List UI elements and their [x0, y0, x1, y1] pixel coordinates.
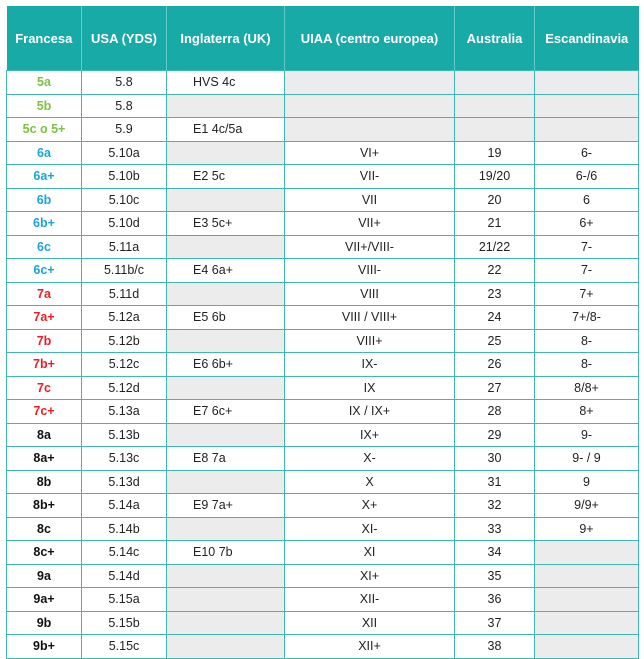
cell-usa: 5.12b	[82, 329, 167, 353]
cell-australia	[455, 118, 535, 142]
table-row	[7, 588, 639, 612]
cell-uk	[167, 141, 285, 165]
cell-uiaa: XII-	[285, 588, 455, 612]
cell-uk	[167, 423, 285, 447]
cell-escandinavia: 6-	[535, 141, 639, 165]
cell-australia: 29	[455, 423, 535, 447]
table-row	[7, 611, 639, 635]
header-uiaa: UIAA (centro europea)	[285, 6, 455, 71]
cell-escandinavia: 7-	[535, 259, 639, 283]
table-row	[7, 329, 639, 353]
cell-francesa: 7c	[7, 376, 82, 400]
cell-usa: 5.12c	[82, 353, 167, 377]
cell-uiaa: XI	[285, 541, 455, 565]
header-row	[7, 6, 639, 71]
cell-usa: 5.15c	[82, 635, 167, 659]
cell-uiaa: IX	[285, 376, 455, 400]
table-row	[7, 141, 639, 165]
cell-uk	[167, 611, 285, 635]
cell-uk	[167, 329, 285, 353]
cell-francesa: 6a	[7, 141, 82, 165]
cell-escandinavia: 8/8+	[535, 376, 639, 400]
cell-francesa: 8b+	[7, 494, 82, 518]
table-row	[7, 423, 639, 447]
table-row	[7, 635, 639, 659]
cell-francesa: 6a+	[7, 165, 82, 189]
cell-escandinavia: 9-	[535, 423, 639, 447]
cell-escandinavia	[535, 94, 639, 118]
cell-escandinavia: 9+	[535, 517, 639, 541]
grades-table-container	[6, 6, 638, 659]
cell-australia: 23	[455, 282, 535, 306]
cell-australia: 36	[455, 588, 535, 612]
table-row	[7, 188, 639, 212]
cell-francesa: 9a	[7, 564, 82, 588]
cell-australia	[455, 71, 535, 95]
cell-usa: 5.14d	[82, 564, 167, 588]
cell-escandinavia: 7+	[535, 282, 639, 306]
cell-francesa: 9a+	[7, 588, 82, 612]
cell-uiaa: X	[285, 470, 455, 494]
cell-uiaa: VII+/VIII-	[285, 235, 455, 259]
cell-usa: 5.11b/c	[82, 259, 167, 283]
cell-usa: 5.14b	[82, 517, 167, 541]
cell-australia: 32	[455, 494, 535, 518]
table-body	[7, 71, 639, 659]
table-row	[7, 94, 639, 118]
cell-usa: 5.8	[82, 94, 167, 118]
cell-uiaa: VIII-	[285, 259, 455, 283]
table-row	[7, 306, 639, 330]
cell-usa: 5.13d	[82, 470, 167, 494]
header-escandinavia: Escandinavia	[535, 6, 639, 71]
table-row	[7, 235, 639, 259]
cell-uk	[167, 588, 285, 612]
cell-escandinavia: 9	[535, 470, 639, 494]
table-row	[7, 376, 639, 400]
cell-usa: 5.13b	[82, 423, 167, 447]
cell-australia: 19/20	[455, 165, 535, 189]
cell-uk	[167, 470, 285, 494]
table-row	[7, 353, 639, 377]
table-row	[7, 517, 639, 541]
cell-australia: 22	[455, 259, 535, 283]
cell-usa: 5.14a	[82, 494, 167, 518]
cell-uk: E8 7a	[167, 447, 285, 471]
cell-australia: 24	[455, 306, 535, 330]
header-australia: Australia	[455, 6, 535, 71]
cell-francesa: 6b	[7, 188, 82, 212]
cell-francesa: 7c+	[7, 400, 82, 424]
cell-uiaa: X-	[285, 447, 455, 471]
cell-australia: 21	[455, 212, 535, 236]
cell-escandinavia: 8-	[535, 329, 639, 353]
table-row	[7, 165, 639, 189]
cell-uk: E5 6b	[167, 306, 285, 330]
cell-uiaa: VI+	[285, 141, 455, 165]
cell-australia: 30	[455, 447, 535, 471]
cell-australia: 25	[455, 329, 535, 353]
cell-escandinavia	[535, 611, 639, 635]
cell-usa: 5.12a	[82, 306, 167, 330]
cell-francesa: 5c o 5+	[7, 118, 82, 142]
header-usa: USA (YDS)	[82, 6, 167, 71]
cell-uk: E7 6c+	[167, 400, 285, 424]
cell-australia: 31	[455, 470, 535, 494]
cell-francesa: 6c+	[7, 259, 82, 283]
cell-francesa: 7b+	[7, 353, 82, 377]
cell-francesa: 9b	[7, 611, 82, 635]
cell-uk	[167, 94, 285, 118]
cell-escandinavia: 8-	[535, 353, 639, 377]
cell-usa: 5.10d	[82, 212, 167, 236]
cell-uiaa	[285, 94, 455, 118]
cell-australia: 37	[455, 611, 535, 635]
cell-australia: 19	[455, 141, 535, 165]
cell-uk	[167, 235, 285, 259]
cell-francesa: 6c	[7, 235, 82, 259]
cell-uk	[167, 376, 285, 400]
cell-francesa: 5a	[7, 71, 82, 95]
cell-escandinavia: 6-/6	[535, 165, 639, 189]
cell-uiaa: X+	[285, 494, 455, 518]
cell-uk	[167, 564, 285, 588]
cell-uk	[167, 635, 285, 659]
cell-escandinavia	[535, 588, 639, 612]
cell-usa: 5.11a	[82, 235, 167, 259]
cell-escandinavia: 6	[535, 188, 639, 212]
table-row	[7, 470, 639, 494]
cell-australia: 21/22	[455, 235, 535, 259]
cell-escandinavia: 9- / 9	[535, 447, 639, 471]
cell-australia: 38	[455, 635, 535, 659]
cell-escandinavia: 7-	[535, 235, 639, 259]
cell-francesa: 8a+	[7, 447, 82, 471]
cell-australia: 26	[455, 353, 535, 377]
cell-uiaa: VII	[285, 188, 455, 212]
cell-uk: E2 5c	[167, 165, 285, 189]
cell-francesa: 9b+	[7, 635, 82, 659]
header-uk: Inglaterra (UK)	[167, 6, 285, 71]
cell-usa: 5.10b	[82, 165, 167, 189]
cell-uk: E1 4c/5a	[167, 118, 285, 142]
table-row	[7, 259, 639, 283]
table-row	[7, 494, 639, 518]
table-row	[7, 282, 639, 306]
cell-uiaa: VII-	[285, 165, 455, 189]
table-row	[7, 541, 639, 565]
cell-francesa: 8b	[7, 470, 82, 494]
cell-australia	[455, 94, 535, 118]
cell-francesa: 7b	[7, 329, 82, 353]
cell-uk: E6 6b+	[167, 353, 285, 377]
cell-escandinavia: 8+	[535, 400, 639, 424]
table-row	[7, 118, 639, 142]
cell-uiaa: VII+	[285, 212, 455, 236]
cell-uk: E10 7b	[167, 541, 285, 565]
cell-escandinavia: 7+/8-	[535, 306, 639, 330]
cell-francesa: 8a	[7, 423, 82, 447]
cell-uiaa: VIII	[285, 282, 455, 306]
cell-uiaa: XI+	[285, 564, 455, 588]
cell-uk: HVS 4c	[167, 71, 285, 95]
cell-uk: E3 5c+	[167, 212, 285, 236]
cell-australia: 33	[455, 517, 535, 541]
cell-australia: 34	[455, 541, 535, 565]
cell-uk	[167, 517, 285, 541]
cell-australia: 35	[455, 564, 535, 588]
cell-uk	[167, 282, 285, 306]
table-row	[7, 212, 639, 236]
cell-usa: 5.13c	[82, 447, 167, 471]
cell-francesa: 7a	[7, 282, 82, 306]
cell-uiaa	[285, 71, 455, 95]
cell-escandinavia	[535, 118, 639, 142]
cell-uiaa: IX-	[285, 353, 455, 377]
cell-uiaa	[285, 118, 455, 142]
cell-uk: E4 6a+	[167, 259, 285, 283]
table-row	[7, 447, 639, 471]
cell-usa: 5.14c	[82, 541, 167, 565]
cell-uk	[167, 188, 285, 212]
cell-francesa: 5b	[7, 94, 82, 118]
cell-australia: 27	[455, 376, 535, 400]
cell-uk: E9 7a+	[167, 494, 285, 518]
cell-escandinavia: 9/9+	[535, 494, 639, 518]
cell-usa: 5.15b	[82, 611, 167, 635]
cell-usa: 5.11d	[82, 282, 167, 306]
cell-uiaa: VIII / VIII+	[285, 306, 455, 330]
cell-uiaa: XII	[285, 611, 455, 635]
cell-usa: 5.10c	[82, 188, 167, 212]
cell-usa: 5.12d	[82, 376, 167, 400]
cell-uiaa: XI-	[285, 517, 455, 541]
cell-australia: 28	[455, 400, 535, 424]
table-row	[7, 564, 639, 588]
cell-australia: 20	[455, 188, 535, 212]
header-francesa: Francesa	[7, 6, 82, 71]
cell-uiaa: XII+	[285, 635, 455, 659]
cell-usa: 5.15a	[82, 588, 167, 612]
climbing-grades-table	[6, 6, 639, 659]
cell-francesa: 6b+	[7, 212, 82, 236]
cell-francesa: 8c+	[7, 541, 82, 565]
cell-usa: 5.10a	[82, 141, 167, 165]
cell-usa: 5.13a	[82, 400, 167, 424]
cell-escandinavia	[535, 635, 639, 659]
cell-usa: 5.9	[82, 118, 167, 142]
table-row	[7, 400, 639, 424]
cell-usa: 5.8	[82, 71, 167, 95]
cell-francesa: 8c	[7, 517, 82, 541]
cell-escandinavia	[535, 71, 639, 95]
cell-francesa: 7a+	[7, 306, 82, 330]
cell-escandinavia: 6+	[535, 212, 639, 236]
cell-escandinavia	[535, 564, 639, 588]
cell-uiaa: VIII+	[285, 329, 455, 353]
cell-uiaa: IX+	[285, 423, 455, 447]
cell-uiaa: IX / IX+	[285, 400, 455, 424]
table-row	[7, 71, 639, 95]
cell-escandinavia	[535, 541, 639, 565]
